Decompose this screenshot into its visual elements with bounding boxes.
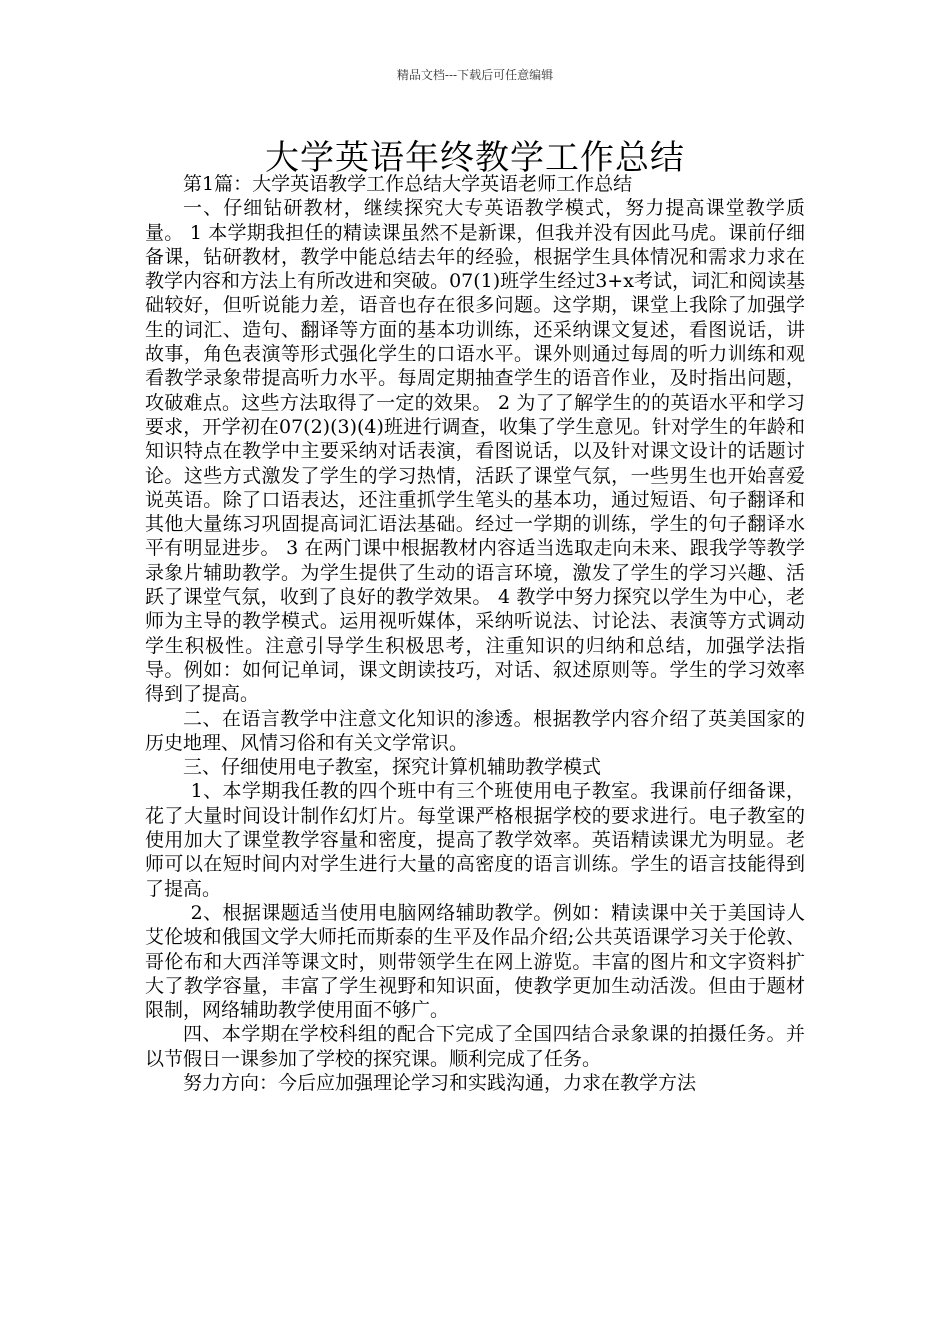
paragraph-4: 四、本学期在学校科组的配合下完成了全国四结合录象课的拍摄任务。并以节假日一课参加了学校的探究课。顺利完成了任务。 (145, 1023, 805, 1070)
paragraph-5: 努力方向：今后应加强理论学习和实践沟通，力求在教学方法 (183, 1071, 697, 1094)
paragraph-3: 三、仔细使用电子教室，探究计算机辅助教学模式 (183, 756, 602, 779)
paragraph-2: 二、在语言教学中注意文化知识的渗透。根据教学内容介绍了英美国家的历史地理、风情习俗和有关文学常识。 (145, 707, 805, 754)
document-title: 大学英语年终教学工作总结 (265, 138, 685, 178)
paragraph-1: 一、仔细钻研教材，继续探究大专英语教学模式，努力提高课堂教学质量。 1 本学期我担任的精读课虽然不是新课，但我并没有因此马虎。课前仔细备课，钻研教材，教学中能总结去年的经验，根据学生具体情况和需求力求在教学内容和方法上有所改进和突破。07(1)班学生经过3+x考试，词汇和阅读基础较好，但听说能力差，语音也存在很多问题。这学期，课堂上我除了加强学生的词汇、造句、翻译等方面的基本功训练，还采纳课文复述，看图说话，讲故事，角色表演等形式强化学生的口语水平。课外则通过每周的听力训练和观看教学录象带提高听力水平。每周定期抽查学生的语音作业，及时指出问题，攻破难点。这些方法取得了一定的效果。 2 为了了解学生的的英语水平和学习要求，开学初在07(2)(3)(4)班进行调查，收集了学生意见。针对学生的年龄和知识特点在教学中主要采纳对话表演，看图说话，以及针对课文设计的话题讨论。这些方式激发了学生的学习热情，活跃了课堂气氛，一些男生也开始喜爱说英语。除了口语表达，还注重抓学生笔头的基本功，通过短语、句子翻译和其他大量练习巩固提高词汇语法基础。经过一学期的训练，学生的句子翻译水平有明显进步。 3 在两门课中根据教材内容适当选取走向未来、跟我学等教学录象片辅助教学。为学生提供了生动的语言环境，激发了学生的学习兴趣、活跃了课堂气氛，收到了良好的教学效果。 4 教学中努力探究以学生为中心，老师为主导的教学模式。运用视听媒体，采纳听说法、讨论法、表演等方式调动学生积极性。注意引导学生积极思考，注重知识的归纳和总结，加强学法指导。例如：如何记单词，课文朗读技巧，对话、叙述原则等。学生的学习效率得到了提高。 (145, 197, 805, 706)
paragraph-section-heading: 第1篇：大学英语教学工作总结大学英语老师工作总结 (183, 173, 633, 195)
paragraph-3-1: 1、本学期我任教的四个班中有三个班使用电子教室。我课前仔细备课，花了大量时间设计制作幻灯片。每堂课严格根据学校的要求进行。电子教室的使用加大了课堂教学容量和密度，提高了教学效率。英语精读课尤为明显。老师可以在短时间内对学生进行大量的高密度的语言训练。学生的语言技能得到了提高。 (145, 780, 805, 900)
document-body (145, 172, 805, 1095)
paragraph-3-2: 2、根据课题适当使用电脑网络辅助教学。例如：精读课中关于美国诗人艾伦坡和俄国文学大师托而斯泰的生平及作品介绍;公共英语课学习关于伦敦、哥伦布和大西洋等课文时，则带领学生在网上游览。丰富的图片和文字资料扩大了教学容量，丰富了学生视野和知识面，使教学更加生动活泼。但由于题材限制，网络辅助教学使用面不够广。 (145, 901, 805, 1022)
page-header: 精品文档---下载后可任意编辑 (396, 68, 554, 82)
